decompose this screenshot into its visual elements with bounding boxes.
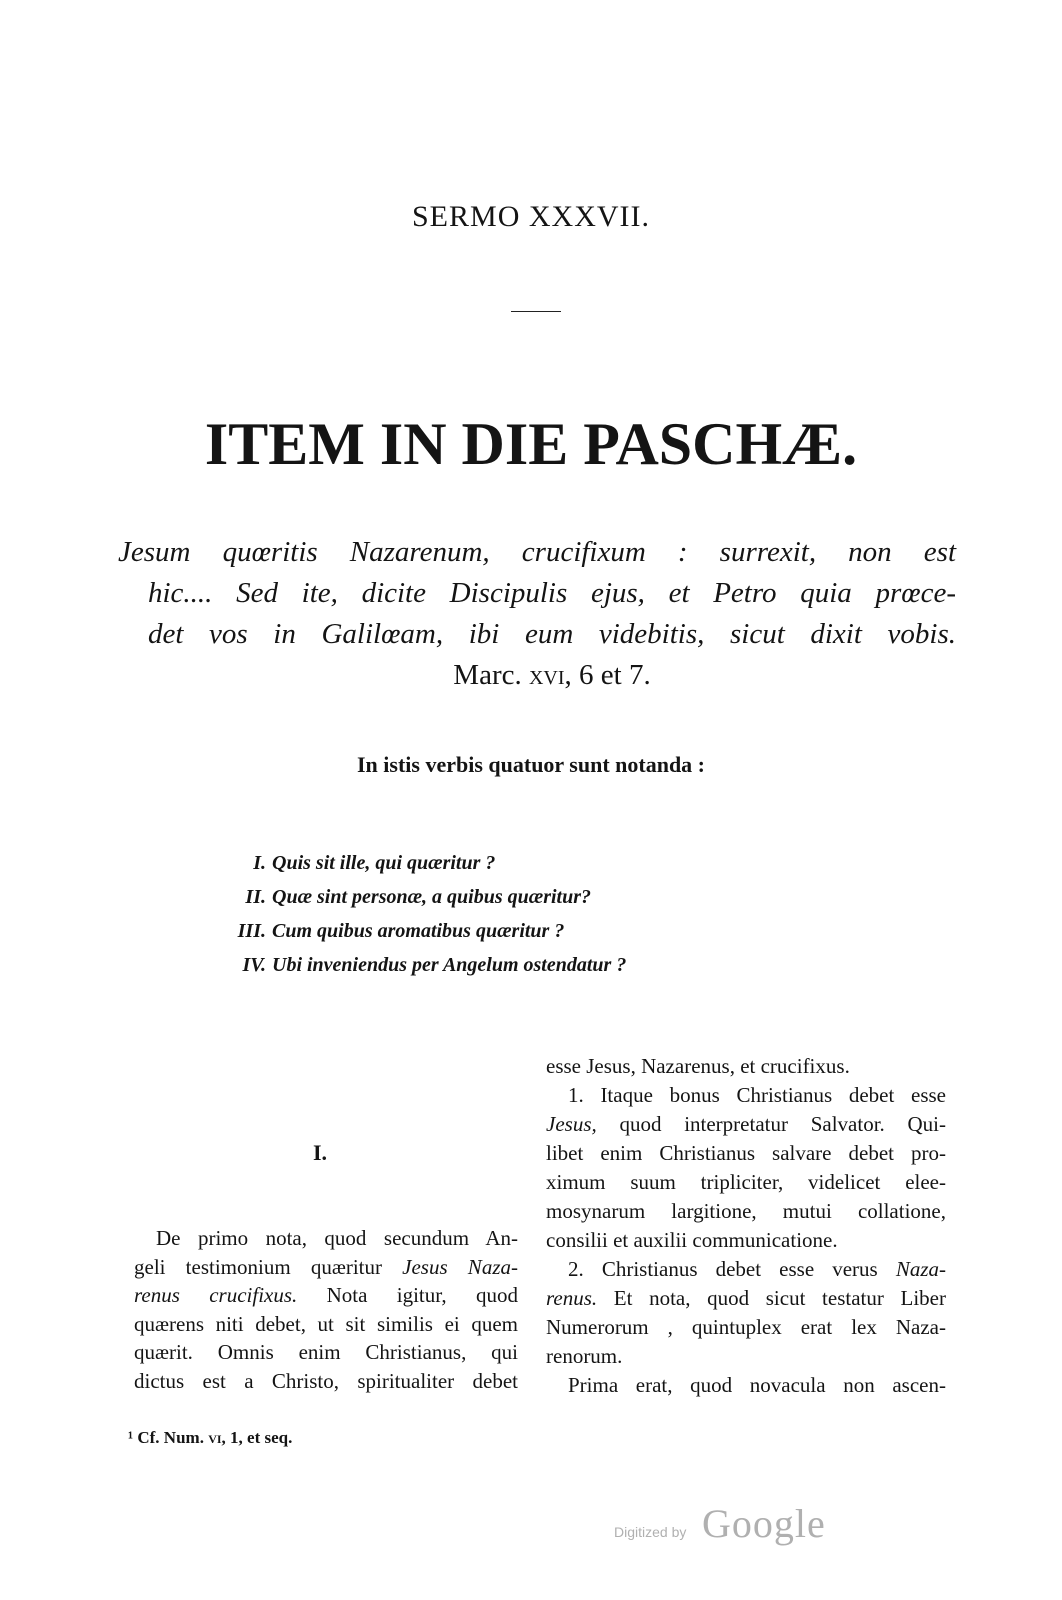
footnote-text: , 1, et seq.: [221, 1428, 293, 1447]
epigraph-line: hic.... Sed ite, dicite Discipulis ejus, et Petro quia prœce-: [148, 577, 956, 609]
list-item: [222, 846, 742, 880]
italic-span: Naza-: [895, 1257, 946, 1281]
text-span: quod interpretatur Salvator. Qui-: [596, 1112, 946, 1136]
watermark-caption: Digitized by: [614, 1524, 687, 1540]
right-column: [546, 1052, 946, 1400]
text-line: consilii et auxilii communicatione.: [546, 1228, 838, 1252]
epigraph-line: det vos in Galilœam, ibi eum videbitis, sicut dixit vobis.: [148, 618, 956, 650]
point-number: IV.: [242, 954, 266, 976]
footnote-text: Cf. Num.: [133, 1428, 209, 1447]
text-line: [546, 1284, 946, 1313]
text-line: Numerorum , quintuplex erat lex Naza-: [546, 1315, 946, 1339]
text-line: 1. Itaque bonus Christianus debet esse: [568, 1083, 946, 1107]
point-number: II.: [245, 886, 266, 908]
italic-span: renus crucifixus.: [134, 1283, 298, 1307]
footnote-chapter: vi: [208, 1428, 222, 1447]
intro-statement: In istis verbis quatuor sunt notanda :: [356, 752, 706, 777]
text-line: [134, 1281, 518, 1310]
footnote-mark: ¹: [128, 1428, 134, 1447]
points-list: [222, 846, 742, 982]
footnote: [128, 1428, 508, 1448]
list-item: [222, 880, 742, 914]
point-text: Cum quibus aromatibus quæritur ?: [272, 920, 565, 942]
list-item: [222, 914, 742, 948]
text-line: ximum suum tripliciter, videlicet elee-: [546, 1170, 946, 1194]
text-line: Prima erat, quod novacula non ascen-: [568, 1373, 946, 1397]
point-number: I.: [253, 852, 266, 874]
text-line: De primo nota, quod secundum An-: [156, 1226, 518, 1250]
sermon-number: SERMO XXXVII.: [412, 200, 650, 233]
scripture-reference: [118, 655, 956, 696]
watermark-logo: Google: [702, 1501, 826, 1546]
left-column-body: [134, 1224, 518, 1395]
text-line: [546, 1110, 946, 1139]
text-span: geli testimonium quæritur: [134, 1254, 403, 1279]
text-line: [546, 1255, 946, 1284]
text-line: libet enim Christianus salvare debet pro-: [546, 1141, 946, 1165]
point-text: Quis sit ille, qui quæritur ?: [272, 852, 496, 874]
text-line: [134, 1253, 518, 1282]
text-line: renorum.: [546, 1344, 623, 1368]
epigraph-quote: [118, 532, 956, 696]
point-text: Quæ sint personæ, a quibus quæritur?: [272, 886, 591, 908]
list-item: [222, 948, 742, 982]
italic-span: Jesus,: [546, 1112, 597, 1136]
reference-book: Marc.: [453, 659, 522, 691]
text-span: 2. Christianus debet esse verus: [568, 1257, 896, 1281]
digitized-watermark: [614, 1500, 844, 1550]
divider-rule: [511, 311, 561, 312]
text-line: mosynarum largitione, mutui collatione,: [546, 1199, 946, 1223]
page-title: ITEM IN DIE PASCHÆ.: [204, 411, 858, 477]
point-number: III.: [237, 920, 266, 942]
reference-verses: , 6 et 7.: [564, 659, 651, 691]
epigraph-line: Jesum quœritis Nazarenum, crucifixum : surrexit, non est: [118, 536, 956, 568]
italic-span: renus.: [546, 1286, 598, 1310]
point-text: Ubi inveniendus per Angelum ostendatur ?: [272, 954, 627, 976]
italic-span: Jesus Naza-: [402, 1254, 518, 1279]
text-span: Nota igitur, quod: [297, 1283, 518, 1307]
text-line: quærens niti debet, ut sit similis ei quem: [134, 1311, 518, 1336]
text-line: quærit. Omnis enim Christianus, qui: [134, 1340, 518, 1364]
text-line: esse Jesus, Nazarenus, et crucifixus.: [546, 1054, 850, 1078]
text-span: Et nota, quod sicut testatur Liber: [597, 1286, 946, 1310]
text-line: dictus est a Christo, spiritualiter debet: [134, 1368, 518, 1393]
section-number: I.: [312, 1140, 328, 1165]
reference-chapter: xvi: [528, 659, 565, 691]
